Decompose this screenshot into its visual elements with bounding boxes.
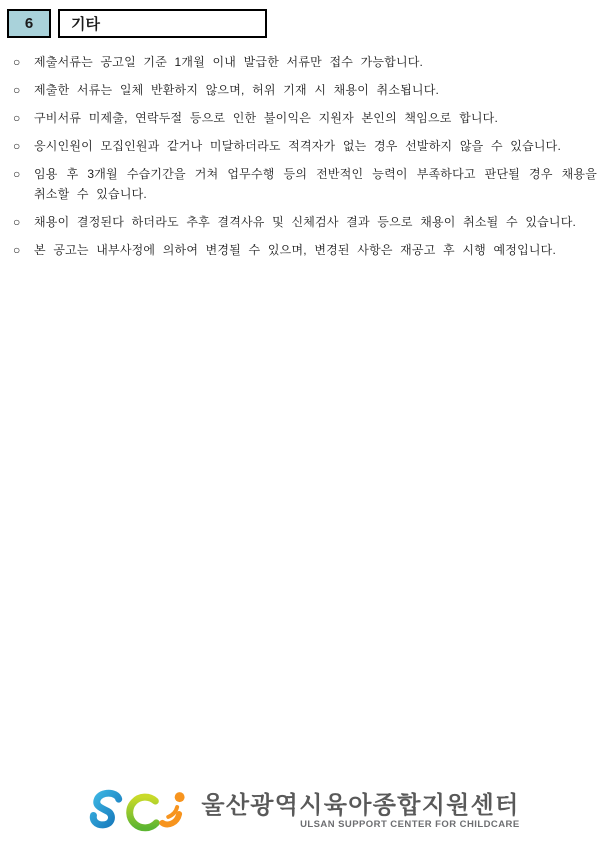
- note-text: 본 공고는 내부사정에 의하여 변경될 수 있으며, 변경된 사항은 재공고 후 시행 예정입니다.: [34, 243, 556, 257]
- section-title-box: [58, 9, 267, 38]
- circle-bullet-icon: ○: [13, 243, 21, 257]
- section-number-box: [7, 9, 51, 38]
- note-text: 구비서류 미제출, 연락두절 등으로 인한 불이익은 지원자 본인의 책임으로 합니다.: [34, 111, 499, 125]
- logo-korean-name: 울산광역시육아종합지원센터: [201, 791, 520, 819]
- circle-bullet-icon: ○: [13, 215, 21, 229]
- circle-bullet-icon: ○: [13, 111, 21, 125]
- circle-bullet-icon: ○: [13, 167, 21, 181]
- note-text: 채용이 결정된다 하더라도 추후 결격사유 및 신체검사 결과 등으로 채용이 취소될 수 있습니다.: [34, 215, 577, 229]
- list-item: [13, 80, 597, 100]
- list-item: [13, 52, 597, 72]
- note-text: 임용 후 3개월 수습기간을 거쳐 업무수행 등의 전반적인 능력이 부족하다고 판단될 경우 채용을 취소할 수 있습니다.: [34, 167, 597, 201]
- logo-text-block: [201, 793, 519, 830]
- circle-bullet-icon: ○: [13, 139, 21, 153]
- section-number: 6: [24, 15, 34, 32]
- logo-english-name: ULSAN SUPPORT CENTER FOR CHILDCARE: [300, 818, 520, 830]
- circle-bullet-icon: ○: [13, 55, 21, 69]
- section-title: 기타: [71, 16, 100, 33]
- list-item: [13, 212, 597, 232]
- note-text: 제출한 서류는 일체 반환하지 않으며, 허위 기재 시 채용이 취소됩니다.: [34, 83, 440, 97]
- note-text: 응시인원이 모집인원과 같거나 미달하더라도 적격자가 없는 경우 선발하지 않을 수 있습니다.: [34, 139, 561, 153]
- list-item: [13, 164, 597, 204]
- notes-list: [13, 52, 597, 268]
- note-text: 제출서류는 공고일 기준 1개월 이내 발급한 서류만 접수 가능합니다.: [34, 55, 424, 69]
- sci-logo-icon: [89, 786, 193, 836]
- circle-bullet-icon: ○: [13, 83, 21, 97]
- list-item: [13, 240, 597, 260]
- list-item: [13, 136, 597, 156]
- section-header: [7, 9, 267, 38]
- list-item: [13, 108, 597, 128]
- footer-logo: [0, 786, 609, 836]
